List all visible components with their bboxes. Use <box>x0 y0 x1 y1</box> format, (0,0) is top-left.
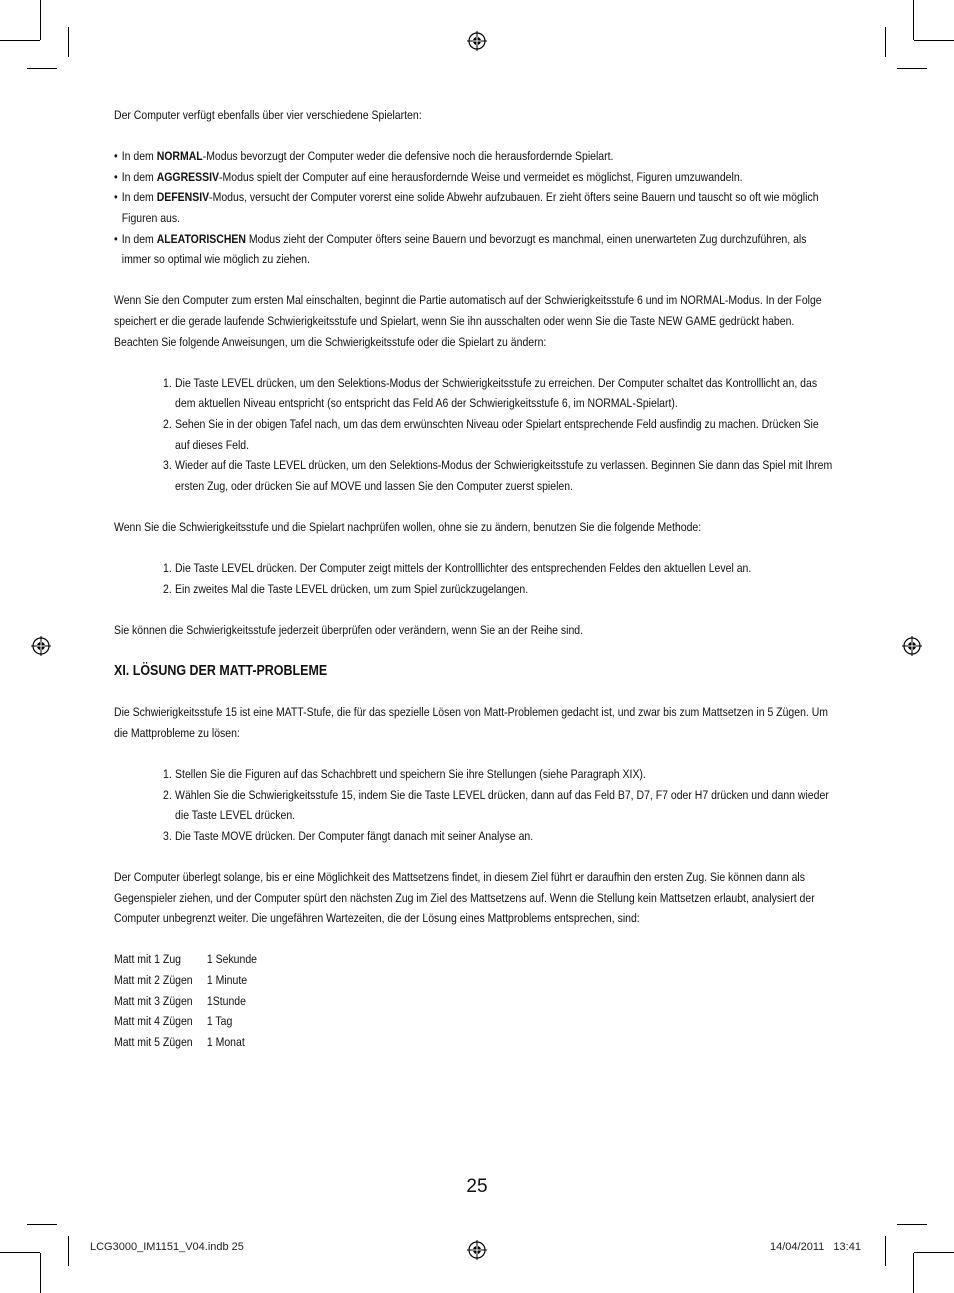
time-label: Matt mit 4 Zügen <box>114 1014 193 1029</box>
modes-list <box>114 146 834 270</box>
time-label: Matt mit 5 Zügen <box>114 1034 193 1049</box>
mode-name: AGGRESSIV <box>156 169 220 184</box>
section-heading: XI. LÖSUNG DER MATT-PROBLEME <box>114 663 328 680</box>
mode-name: ALEATORISCHEN <box>156 231 246 246</box>
mode-name: NORMAL <box>156 149 203 164</box>
list-item: 1. Stellen Sie die Figuren auf das Schachbrett und speichern Sie ihre Stellungen (siehe Paragraph XIX). <box>163 767 646 781</box>
time-value: 1 Monat <box>206 1034 245 1049</box>
wait-times-table <box>114 949 834 1052</box>
mode-name: DEFENSIV <box>156 190 210 205</box>
time-label: Matt mit 2 Zügen <box>114 972 193 987</box>
time-value: 1 Tag <box>206 1014 233 1029</box>
footer-time: 13:41 <box>833 1241 861 1253</box>
paragraph-think: Der Computer überlegt solange, bis er eine Möglichkeit des Mattsetzens findet, in diesem Ziel führt er daraufhin den ersten Zug. Sie können dann als Gegenspieler ziehen, und der Computer spürt den nächsten Zug im Ziel des Mattsetzens auf. Wenn die Stellung kein Mattsetzen erlaubt, analysiert der Computer unbegrenzt weiter. Die ungefähren Wartezeiten, die der Lösung eines Mattproblems entsprechen, sind: <box>114 869 815 926</box>
steps-matt-list <box>114 764 834 846</box>
registration-mark-icon <box>31 636 51 656</box>
registration-mark-icon <box>902 636 922 656</box>
page-content <box>114 105 834 1052</box>
list-item: 3. Wieder auf die Taste LEVEL drücken, um den Selektions-Modus der Schwierigkeitsstufe zu verlassen. Beginnen Sie dann das Spiel mit Ihrem ersten Zug, oder drücken Sie auf MOVE und lassen Sie den Computer zuerst spielen. <box>163 458 833 493</box>
footer-file: LCG3000_IM1151_V04.indb 25 <box>90 1241 244 1253</box>
paragraph-start: Wenn Sie den Computer zum ersten Mal einschalten, beginnt die Partie automatisch auf der Schwierigkeitsstufe 6 und im NORMAL-Modus. In der Folge speichert er die gerade laufende Schwierigkeitsstufe und Spielart, wenn Sie ihn ausschalten oder wenn Sie die Taste NEW GAME gedrückt haben. Beachten Sie folgende Anweisungen, um die Schwierigkeitsstufe oder die Spielart zu ändern: <box>114 293 822 349</box>
list-item: • In dem DEFENSIV-Modus, versucht der Computer vorerst eine solide Abwehr aufzubauen. Er zieht öfters seine Bauern und tauscht so oft wie möglich Figuren aus. <box>114 187 834 228</box>
steps-change-list <box>114 373 834 497</box>
time-label: Matt mit 3 Zügen <box>114 993 193 1008</box>
paragraph-anytime: Sie können die Schwierigkeitsstufe jederzeit überprüfen oder verändern, wenn Sie an der Reihe sind. <box>114 622 584 637</box>
list-item: 2. Sehen Sie in der obigen Tafel nach, um das dem erwünschten Niveau oder Spielart entsprechende Feld ausfindig zu machen. Drücken Sie auf dieses Feld. <box>163 416 819 452</box>
time-value: 1 Minute <box>206 972 248 987</box>
list-item: • In dem AGGRESSIV-Modus spielt der Computer auf eine herausfordernde Weise und vermeidet es möglichst, Figuren umzuwandeln. <box>114 167 834 188</box>
page-number: 25 <box>466 1176 488 1197</box>
time-value: 1 Sekunde <box>206 952 258 967</box>
list-item: 1. Die Taste LEVEL drücken, um den Selektions-Modus der Schwierigkeitsstufe zu erreichen. Der Computer schaltet das Kontrolllicht an, das dem aktuellen Niveau entspricht (so entspricht das Feld A6 der Schwierigkeitsstufe 6, im NORMAL-Spielart). <box>163 375 818 411</box>
footer-date: 14/04/2011 <box>770 1241 825 1253</box>
list-item: 1. Die Taste LEVEL drücken. Der Computer zeigt mittels der Kontrolllichter des entsprechenden Feldes den aktuellen Level an. <box>163 561 752 576</box>
list-item: 2. Ein zweites Mal die Taste LEVEL drücken, um zum Spiel zurückzugelangen. <box>163 581 529 596</box>
paragraph-check: Wenn Sie die Schwierigkeitsstufe und die Spielart nachprüfen wollen, ohne sie zu ändern, benutzen Sie die folgende Methode: <box>114 519 702 534</box>
time-value: 1Stunde <box>206 993 246 1008</box>
time-label: Matt mit 1 Zug <box>114 952 181 967</box>
footer-timestamp <box>770 1241 886 1253</box>
list-item: • In dem NORMAL-Modus bevorzugt der Computer weder die defensive noch die herausfordernde Spielart. <box>114 146 834 167</box>
intro-text: Der Computer verfügt ebenfalls über vier verschiedene Spielarten: <box>114 108 422 122</box>
registration-mark-icon <box>467 1240 487 1260</box>
list-item: 3. Die Taste MOVE drücken. Der Computer fängt danach mit seiner Analyse an. <box>163 828 534 843</box>
list-item: • In dem ALEATORISCHEN Modus zieht der Computer öfters seine Bauern und bevorzugt es manchmal, einen unerwarteten Zug durchzuführen, als immer so optimal wie möglich zu ziehen. <box>114 229 834 270</box>
registration-mark-icon <box>467 31 487 51</box>
steps-check-list <box>114 558 834 599</box>
list-item: 2. Wählen Sie die Schwierigkeitsstufe 15, indem Sie die Taste LEVEL drücken, dann auf das Feld B7, D7, F7 oder H7 drücken und dann wieder die Taste LEVEL drücken. <box>163 787 829 823</box>
paragraph-matt: Die Schwierigkeitsstufe 15 ist eine MATT-Stufe, die für das spezielle Lösen von Matt-Problemen gedacht ist, und zwar bis zum Mattsetzen in 5 Zügen. Um die Mattprobleme zu lösen: <box>114 705 829 740</box>
